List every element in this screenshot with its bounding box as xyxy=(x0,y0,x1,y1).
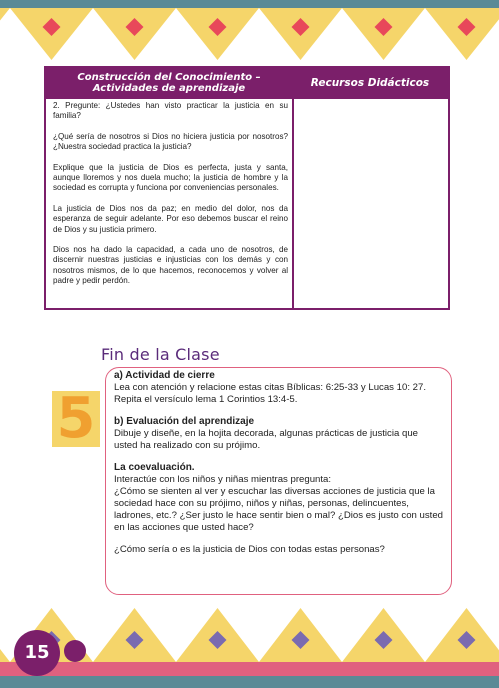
decorative-triangle xyxy=(0,8,10,60)
section-title: Fin de la Clase xyxy=(101,345,220,364)
activity-b-heading: b) Evaluación del aprendizaje xyxy=(114,416,255,427)
lesson-paragraph: ¿Qué sería de nosotros si Dios no hiciera justicia por nosotros? ¿Nuestra sociedad practica la justicia? xyxy=(53,131,288,152)
lesson-table xyxy=(44,66,450,310)
header-left-line1: Construcción del Conocimiento – xyxy=(77,72,261,83)
decorative-triangle xyxy=(425,608,499,662)
decorative-triangle xyxy=(425,8,499,60)
lesson-paragraph: Explique que la justicia de Dios es perfecta, justa y santa, aunque lloremos y nos duela mucho; la justicia de hombre y la sociedad es corrupta y funciona por conveniencias personales. xyxy=(53,162,288,193)
lesson-body xyxy=(53,101,288,297)
top-decorative-border xyxy=(0,0,499,64)
page-number: 15 xyxy=(14,630,60,676)
coevaluation-intro: Interactúe con los niños y niñas mientras pregunta: xyxy=(114,474,332,485)
section-number-graphic xyxy=(52,385,100,447)
coevaluation-question-1: ¿Cómo se sienten al ver y escuchar las diversas acciones de justicia que la sociedad hace con su prójimo, niños y niñas, personas, delincuentes, ladrones, etc.? ¿Ser justo le hace sentir bien o mal? ¿Dios es justo con usted en las acciones que usted hace? xyxy=(114,486,444,533)
decorative-triangle xyxy=(0,608,10,662)
header-knowledge-construction xyxy=(46,68,292,99)
lesson-paragraph: 2. Pregunte: ¿Ustedes han visto practicar la justicia en su familia? xyxy=(53,101,288,121)
coevaluation-heading: La coevaluación. xyxy=(114,462,195,473)
activity-b-text: Dibuje y diseñe, en la hojita decorada, algunas prácticas de justicia que usted ha realizado con su prójimo. xyxy=(114,428,418,451)
column-divider xyxy=(292,68,294,308)
lesson-paragraph: La justicia de Dios nos da paz; en medio del dolor, nos da esperanza de seguir adelante. Por eso debemos buscar el reino de Dios y su justicia primero. xyxy=(53,203,288,234)
panel-content xyxy=(114,370,444,556)
header-didactic-resources: Recursos Didácticos xyxy=(310,77,430,89)
header-left-line2: Actividades de aprendizaje xyxy=(92,83,246,94)
coevaluation-question-2: ¿Cómo sería o es la justicia de Dios con todas estas personas? xyxy=(114,544,385,555)
activity-a-text: Lea con atención y relacione estas citas Bíblicas: 6:25-33 y Lucas 10: 27. Repita el versículo lema 1 Corintios 13:4-5. xyxy=(114,382,426,405)
lesson-paragraph: Dios nos ha dado la capacidad, a cada uno de nosotros, de discernir nuestras justicias e injusticias con los demás y con nosotros mismos, de lo que hacemos, reconocemos y volver al padre y pedir perdón. xyxy=(53,245,288,286)
activity-a-heading: a) Actividad de cierre xyxy=(114,370,215,381)
section-number: 5 xyxy=(56,386,96,447)
decorative-dot xyxy=(64,640,86,662)
table-header xyxy=(46,68,448,99)
